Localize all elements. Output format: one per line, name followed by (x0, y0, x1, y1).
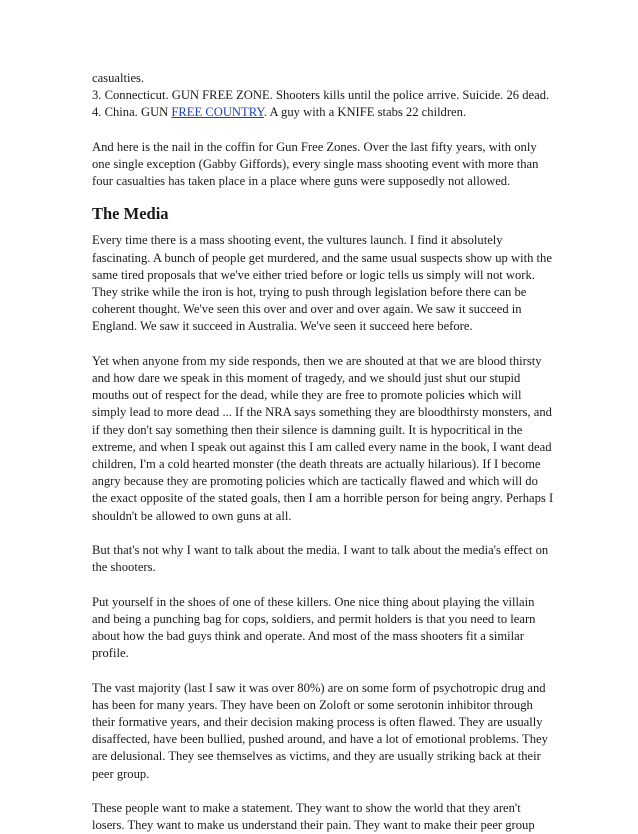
list-item-china-suffix: . A guy with a KNIFE stabs 22 children. (263, 105, 467, 120)
paragraph: These people want to make a statement. They want to show the world that they aren't losers. They want to make us understand their pain. They want to make their peer group (92, 801, 535, 833)
paragraph: But that's not why I want to talk about the media. I want to talk about the media's effect on the shooters. (92, 543, 549, 575)
list-item-china-prefix: 4. China. GUN (92, 105, 172, 120)
gun-free-zones-paragraph: And here is the nail in the coffin for Gun Free Zones. Over the last fifty years, with only one single exception (Gabby Giffords), every single mass shooting event with more than four casualties has taken place in a place where guns were supposedly not allowed. (92, 139, 539, 189)
list-item-china (92, 104, 554, 121)
list-item-connecticut: 3. Connecticut. GUN FREE ZONE. Shooters kills until the police arrive. Suicide. 26 dead. (92, 88, 550, 103)
paragraph: Yet when anyone from my side responds, then we are shouted at that we are blood thirsty and how dare we speak in this moment of tragedy, and we should just shut our stupid mouths out of respect for the dead, while they are free to promote policies which will simply lead to more dead ... If the NRA says something they are bloodthirsty monsters, and if they don't say something then their silence is damning guilt. It is hypocritical in the extreme, and when I speak out against this I am called every name in the book, I want dead children, I'm a cold hearted monster (the death threats are actually hilarious). If I become angry because they are promoting policies which are tactically flawed and which will do the exact opposite of the stated goals, then I am a horrible person for being angry. Perhaps I shouldn't be allowed to own guns at all. (92, 353, 554, 523)
paragraph: The vast majority (last I saw it was over 80%) are on some form of psychotropic drug and has been for many years. They have been on Zoloft or some serotonin inhibitor through their formative years, and their decision making process is often flawed. They are usually disaffected, have been bullied, pushed around, and have a lot of emotional problems. They are delusional. They see themselves as victims, and they are usually striking back at their peer group. (92, 680, 548, 781)
paragraph: Every time there is a mass shooting event, the vultures launch. I find it absolutely fascinating. A bunch of people get murdered, and the same usual suspects show up with the same tired proposals that we've either tried before or logic tells us simply will not work. They strike while the iron is hot, trying to push through legislation before there can be coherent thought. We've seen this over and over and over again. We saw it succeed in England. We saw it succeed in Australia. We've seen it succeed here before. (92, 233, 552, 334)
document-page (92, 70, 554, 834)
section-heading-media: The Media (92, 204, 169, 224)
paragraph: Put yourself in the shoes of one of these killers. One nice thing about playing the villain and being a punching bag for cops, soldiers, and permit holders is that you need to learn about how the bad guys think and operate. And most of the mass shooters fit a similar profile. (92, 594, 536, 661)
casualties-line: casualties. (92, 71, 145, 85)
free-country-link[interactable]: FREE COUNTRY (171, 105, 264, 120)
